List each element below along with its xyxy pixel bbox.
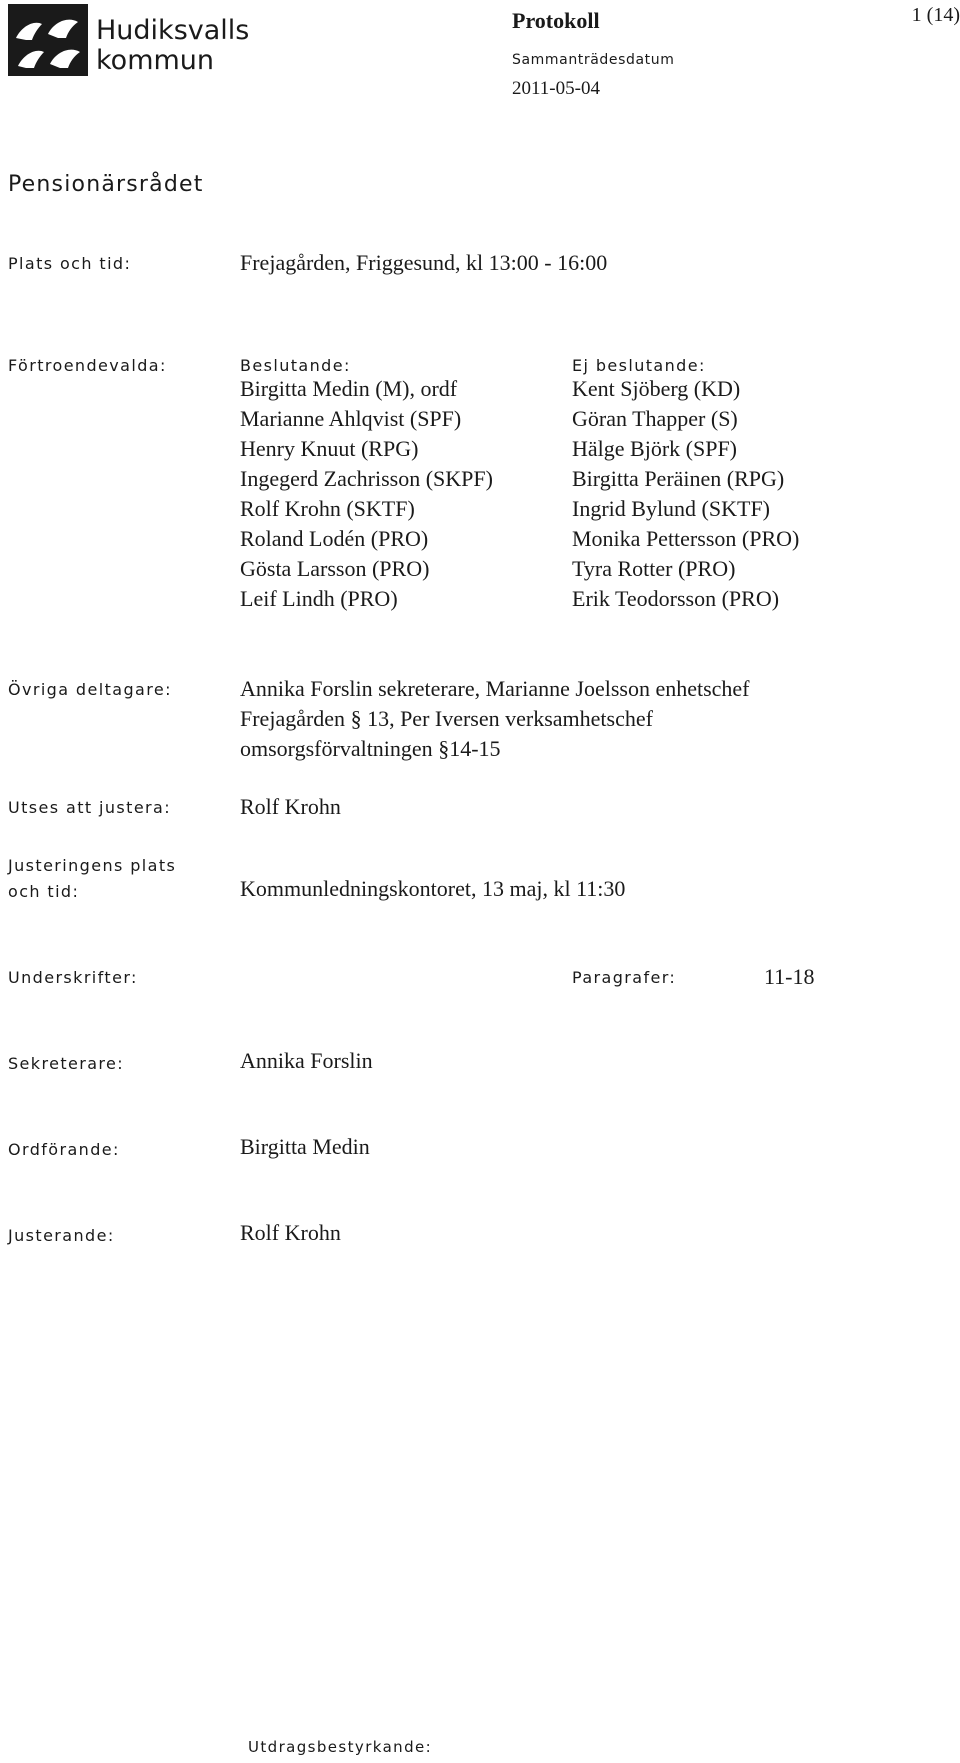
others-line-3-rest: 14-15 (449, 736, 501, 761)
list-item: Ingegerd Zachrisson (SKPF) (240, 466, 493, 491)
paragraphs-label: Paragrafer: (572, 968, 677, 987)
municipality-logo-mark (8, 4, 88, 76)
adjust-place-value: Kommunledningskontoret, 13 maj, kl 11:30 (240, 876, 626, 901)
others-line-2-rest: 13, Per Iversen verksamhetschef (361, 706, 653, 731)
adjust-place-label-2: och tid: (8, 882, 80, 901)
logo-wordmark (96, 16, 249, 76)
goat-emblem-icon (8, 4, 88, 76)
place-time-label: Plats och tid: (8, 254, 132, 273)
others-line-1: Annika Forslin sekreterare, Marianne Joelsson enhetschef (240, 676, 750, 701)
list-item: Kent Sjöberg (KD) (572, 376, 741, 401)
paragraph-sign-icon: § (438, 736, 450, 761)
non-deciding-label: Ej beslutande: (572, 356, 706, 375)
paragraph-sign-icon: § (350, 706, 362, 731)
logo-line-1: Hudiksvalls (96, 15, 250, 46)
adjust-place-label-1: Justeringens plats (8, 856, 177, 875)
logo-line-2: kommun (96, 45, 215, 76)
members-label: Förtroendevalda: (8, 356, 167, 375)
place-time-value: Frejagården, Friggesund, kl 13:00 - 16:00 (240, 250, 608, 275)
certified-label: Utdragsbestyrkande: (248, 1738, 433, 1756)
others-line-3-text: omsorgsförvaltningen (240, 736, 439, 761)
signatures-label: Underskrifter: (8, 968, 138, 987)
non-deciding-list (572, 374, 799, 614)
list-item: Göran Thapper (S) (572, 406, 738, 431)
list-item: Ingrid Bylund (SKTF) (572, 496, 770, 521)
secretary-label: Sekreterare: (8, 1054, 125, 1073)
list-item: Roland Lodén (PRO) (240, 526, 429, 551)
adjuster-label: Justerande: (8, 1226, 115, 1245)
deciding-label: Beslutande: (240, 356, 351, 375)
list-item: Erik Teodorsson (PRO) (572, 586, 780, 611)
chair-label: Ordförande: (8, 1140, 120, 1159)
list-item: Birgitta Peräinen (RPG) (572, 466, 785, 491)
list-item: Henry Knuut (RPG) (240, 436, 419, 461)
adjuster-name: Rolf Krohn (240, 1220, 341, 1245)
list-item: Marianne Ahlqvist (SPF) (240, 406, 462, 431)
list-item: Hälge Björk (SPF) (572, 436, 737, 461)
others-label: Övriga deltagare: (8, 680, 172, 699)
list-item: Rolf Krohn (SKTF) (240, 496, 415, 521)
meeting-date-label: Sammanträdesdatum (512, 52, 675, 68)
adjust-select-label: Utses att justera: (8, 798, 172, 817)
page-title: Pensionärsrådet (8, 172, 204, 197)
list-item: Monika Pettersson (PRO) (572, 526, 800, 551)
list-item: Tyra Rotter (PRO) (572, 556, 736, 581)
list-item: Birgitta Medin (M), ordf (240, 376, 458, 401)
list-item: Gösta Larsson (PRO) (240, 556, 430, 581)
adjust-select-value: Rolf Krohn (240, 794, 341, 819)
chair-name: Birgitta Medin (240, 1134, 370, 1159)
meeting-date: 2011-05-04 (512, 78, 600, 99)
page-indicator: 1 (14) (911, 4, 960, 26)
paragraphs-value: 11-18 (764, 964, 815, 989)
document-type: Protokoll (512, 8, 600, 33)
list-item: Leif Lindh (PRO) (240, 586, 398, 611)
others-value (240, 674, 860, 764)
deciding-list (240, 374, 493, 614)
others-line-2 (240, 704, 860, 734)
others-line-2-text: Frejagården (240, 706, 351, 731)
secretary-name: Annika Forslin (240, 1048, 373, 1073)
others-line-3 (240, 734, 860, 764)
